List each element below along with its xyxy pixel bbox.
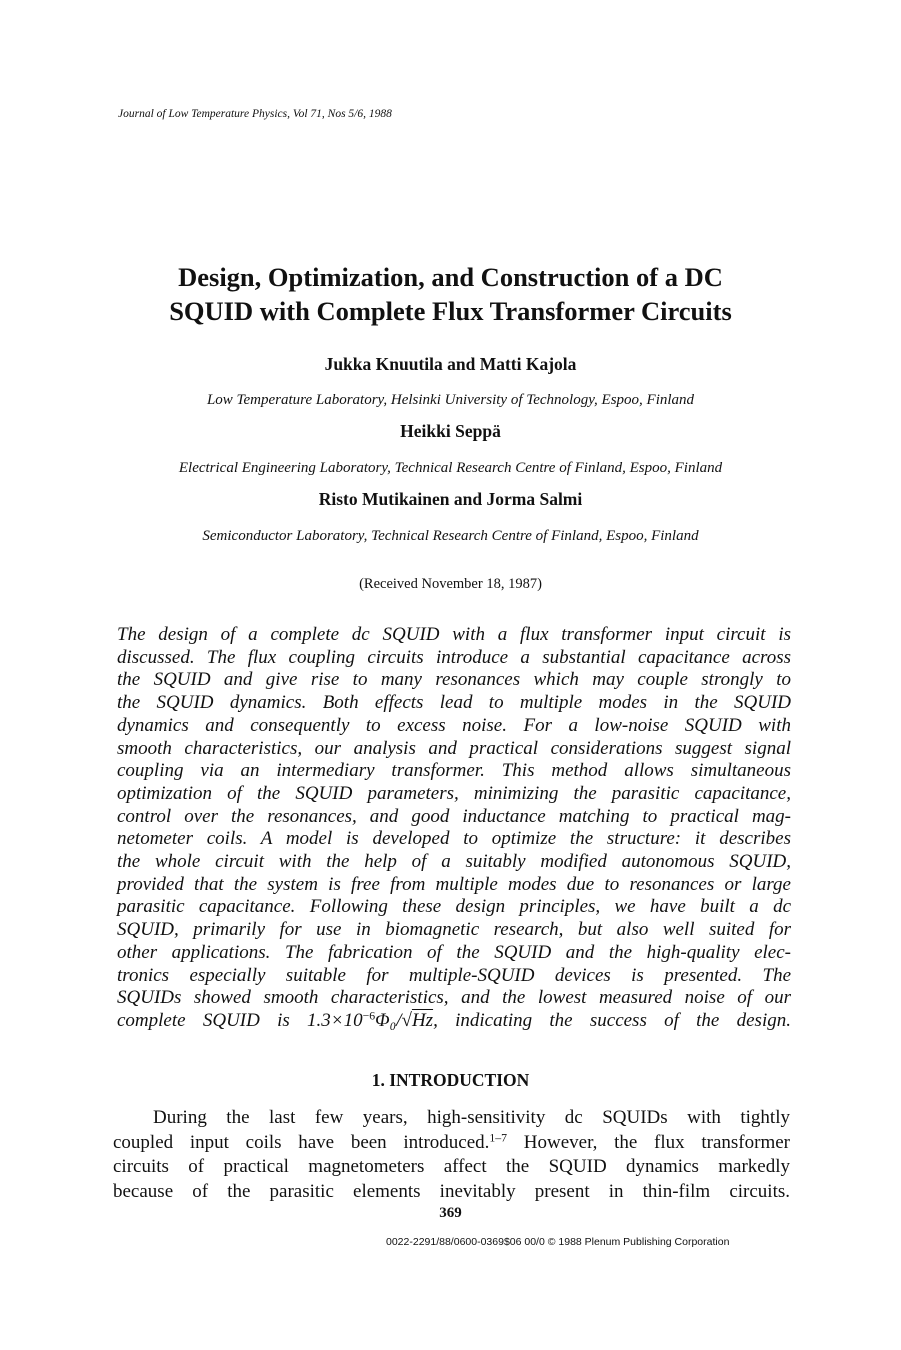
abstract-text: complete SQUID is 1.3×10: [117, 1009, 363, 1031]
paper-title: [0, 260, 901, 328]
abstract-line: dynamics and consequently to excess noise. For a low-noise SQUID with: [117, 714, 791, 736]
radicand: Hz: [411, 1009, 434, 1031]
title-line: SQUID with Complete Flux Transformer Circuits: [169, 296, 732, 326]
reference-marker: 1–7: [489, 1131, 508, 1145]
abstract-line: smooth characteristics, our analysis and practical considerations suggest signal: [117, 737, 791, 759]
flux-quantum-symbol: Φ₀/: [375, 1009, 402, 1031]
abstract-line: control over the resonances, and good inductance matching to practical mag-: [117, 805, 791, 827]
author-names: Risto Mutikainen and Jorma Salmi: [318, 489, 583, 509]
intro-paragraph: [113, 1106, 790, 1204]
abstract-line: The design of a complete dc SQUID with a flux transformer input circuit is: [117, 624, 791, 645]
intro-text: However, the flux transformer: [507, 1131, 790, 1153]
author-names: Jukka Knuutila and Matti Kajola: [324, 354, 577, 374]
journal-header: Journal of Low Temperature Physics, Vol 71, Nos 5/6, 1988: [118, 108, 392, 120]
square-root-sign: √: [401, 1009, 412, 1031]
intro-text: coupled input coils have been introduced.: [113, 1131, 490, 1153]
abstract-line: the SQUID dynamics. Both effects lead to multiple modes in the SQUID: [117, 692, 791, 714]
intro-line: [113, 1131, 790, 1156]
abstract-line: netometer coils. A model is developed to optimize the structure: it describes: [117, 828, 791, 850]
intro-line: During the last few years, high-sensitivity dc SQUIDs with tightly: [153, 1107, 790, 1128]
abstract: [117, 624, 791, 1033]
author-names: Heikki Seppä: [400, 421, 501, 441]
abstract-line: the whole circuit with the help of a suitably modified autonomous SQUID,: [117, 851, 791, 873]
author-affiliation: Electrical Engineering Laboratory, Technical Research Centre of Finland, Espoo, Finland: [178, 460, 723, 476]
copyright-line: 0022-2291/88/0600-0369$06 00/0 © 1988 Plenum Publishing Corporation: [386, 1236, 730, 1248]
abstract-line: coupling via an intermediary transformer. This method allows simultaneous: [117, 760, 791, 782]
author-affiliation: Low Temperature Laboratory, Helsinki University of Technology, Espoo, Finland: [206, 392, 695, 408]
abstract-text: , indicating the success of the design.: [433, 1009, 791, 1031]
title-line: Design, Optimization, and Construction of a DC: [178, 262, 723, 292]
abstract-line: SQUIDs showed smooth characteristics, and the lowest measured noise of our: [117, 987, 791, 1009]
intro-line: circuits of practical magnetometers affect the SQUID dynamics markedly: [113, 1156, 790, 1177]
abstract-line: optimization of the SQUID parameters, minimizing the parasitic capacitance,: [117, 782, 791, 804]
noise-exponent: −6: [362, 1009, 376, 1023]
abstract-line: other applications. The fabrication of the SQUID and the high-quality elec-: [117, 941, 791, 963]
intro-line: because of the parasitic elements inevitably present in thin-film circuits.: [113, 1180, 790, 1202]
abstract-line: the SQUID and give rise to many resonances which may couple strongly to: [117, 669, 791, 691]
page-number: 369: [439, 1205, 462, 1221]
author-affiliation: Semiconductor Laboratory, Technical Research Centre of Finland, Espoo, Finland: [202, 528, 699, 544]
abstract-final-line: [117, 1010, 791, 1033]
abstract-line: parasitic capacitance. Following these design principles, we have built a dc: [117, 896, 791, 918]
abstract-line: discussed. The flux coupling circuits introduce a substantial capacitance across: [117, 646, 791, 668]
abstract-line: SQUID, primarily for use in biomagnetic research, but also well suited for: [117, 919, 791, 941]
section-heading: 1. INTRODUCTION: [371, 1070, 530, 1090]
abstract-line: tronics especially suitable for multiple-SQUID devices is presented. The: [117, 964, 791, 986]
received-date: (Received November 18, 1987): [359, 576, 542, 592]
abstract-line: provided that the system is free from multiple modes due to resonances or large: [117, 873, 791, 895]
